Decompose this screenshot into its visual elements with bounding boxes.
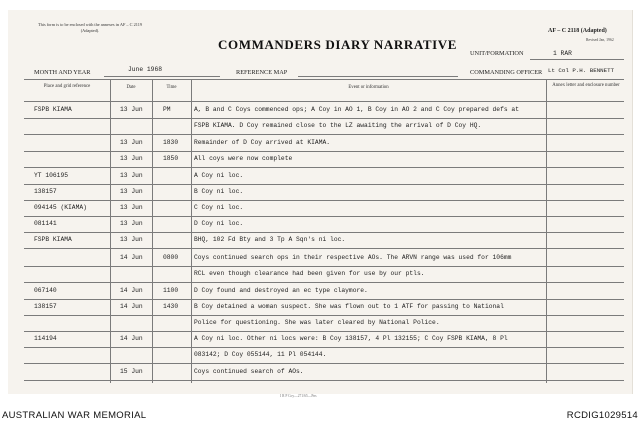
row-8-date: 13 Jun bbox=[120, 220, 143, 227]
row-9-place: FSPB KIAMA bbox=[34, 236, 72, 243]
column-header-annex: Annex letter and enclosure number bbox=[552, 83, 620, 88]
row-1-event: A, B and C Coys commenced ops; A Coy in AO 1, B Coy in AO 2 and C Coy prepared defs at bbox=[194, 106, 519, 113]
row-16-event: 083142; D Coy 055144, 11 Pl 054144. bbox=[194, 351, 327, 358]
row-4-date: 13 Jun bbox=[120, 155, 143, 162]
month-value: June 1968 bbox=[128, 66, 163, 73]
column-header-date: Date bbox=[126, 85, 136, 90]
row-7-event: C Coy ni loc. bbox=[194, 204, 244, 211]
row-7-place: 094145 (KIAMA) bbox=[34, 204, 87, 211]
row-rule bbox=[24, 299, 624, 300]
row-15-event: A Coy ni loc. Other ni locs were: B Coy 138157, 4 Pl 132155; C Coy FSPB KIAMA, 8 Pl bbox=[194, 335, 508, 342]
enclosure-note: This form is to be enclosed with the annexes in AF – C 2119 (Adapted). bbox=[37, 22, 143, 33]
table-header-rule bbox=[24, 101, 624, 102]
row-6-place: 138157 bbox=[34, 188, 57, 195]
row-1-place: FSPB KIAMA bbox=[34, 106, 72, 113]
col-divider-time bbox=[191, 79, 192, 383]
unit-label: UNIT/FORMATION bbox=[470, 50, 524, 57]
month-underline bbox=[104, 76, 220, 77]
row-1-date: 13 Jun bbox=[120, 106, 143, 113]
row-11-event: RCL even though clearance had been given for use by our ptls. bbox=[194, 270, 425, 277]
form-number: AF – C 2118 (Adapted) bbox=[548, 28, 607, 34]
row-12-date: 14 Jun bbox=[120, 287, 143, 294]
row-rule bbox=[24, 331, 624, 332]
diary-sheet bbox=[8, 10, 633, 398]
row-5-date: 13 Jun bbox=[120, 172, 143, 179]
column-header-time: Time bbox=[166, 85, 177, 90]
revised-date: Revised Jan, 1962 bbox=[586, 38, 614, 42]
col-divider-date bbox=[152, 79, 153, 383]
row-4-event: All coys were now complete bbox=[194, 155, 293, 162]
row-5-place: YT 106195 bbox=[34, 172, 69, 179]
row-10-event: Coys continued search ops in their respective AOs. The ARVN range was used for 106mm bbox=[194, 254, 512, 261]
reference-map-label: REFERENCE MAP bbox=[236, 69, 288, 76]
archive-credit: AUSTRALIAN WAR MEMORIAL bbox=[2, 410, 147, 421]
row-6-date: 13 Jun bbox=[120, 188, 143, 195]
row-rule bbox=[24, 118, 624, 119]
row-9-date: 13 Jun bbox=[120, 236, 143, 243]
row-17-date: 15 Jun bbox=[120, 368, 143, 375]
row-15-date: 14 Jun bbox=[120, 335, 143, 342]
unit-value: 1 RAR bbox=[553, 50, 572, 57]
row-rule bbox=[24, 347, 624, 348]
row-rule bbox=[24, 167, 624, 168]
row-rule bbox=[24, 134, 624, 135]
table-top-rule bbox=[24, 79, 624, 80]
row-rule bbox=[24, 266, 624, 267]
row-8-event: D Coy ni loc. bbox=[194, 220, 244, 227]
row-4-time: 1850 bbox=[163, 155, 179, 162]
commanding-officer-label: COMMANDING OFFICER bbox=[470, 69, 543, 76]
row-rule bbox=[24, 315, 624, 316]
row-14-event: Police for questioning. She was later cleared by National Police. bbox=[194, 319, 440, 326]
row-rule bbox=[24, 200, 624, 201]
row-3-date: 13 Jun bbox=[120, 139, 143, 146]
map-underline bbox=[298, 76, 458, 77]
column-header-place: Place and grid reference bbox=[43, 84, 91, 89]
unit-underline bbox=[530, 59, 624, 60]
col-divider-event bbox=[546, 79, 547, 383]
row-12-time: 1100 bbox=[163, 287, 179, 294]
row-13-date: 14 Jun bbox=[120, 303, 143, 310]
row-rule bbox=[24, 248, 624, 249]
row-12-event: D Coy found and destroyed an ec type claymore. bbox=[194, 287, 368, 294]
row-6-event: B Coy ni loc. bbox=[194, 188, 244, 195]
col-divider-place bbox=[110, 79, 111, 383]
column-header-event: Event or information bbox=[348, 85, 389, 90]
row-12-place: 067140 bbox=[34, 287, 57, 294]
row-10-time: 0800 bbox=[163, 254, 179, 261]
row-3-time: 1830 bbox=[163, 139, 179, 146]
row-8-place: 081141 bbox=[34, 220, 57, 227]
row-rule bbox=[24, 380, 624, 381]
commanding-officer-value: Lt Col P.H. BENNETT bbox=[548, 67, 615, 74]
row-7-date: 13 Jun bbox=[120, 204, 143, 211]
row-9-event: BHQ, 102 Fd Bty and 3 Tp A Sqn's ni loc. bbox=[194, 236, 346, 243]
row-1-time: PM bbox=[163, 106, 171, 113]
row-17-event: Coys continued search of AOs. bbox=[194, 368, 304, 375]
row-2-event: FSPB KIAMA. D Coy remained close to the LZ awaiting the arrival of D Coy HQ. bbox=[194, 122, 482, 129]
row-rule bbox=[24, 232, 624, 233]
month-label: MONTH AND YEAR bbox=[34, 69, 91, 76]
row-10-date: 14 Jun bbox=[120, 254, 143, 261]
row-rule bbox=[24, 282, 624, 283]
row-rule bbox=[24, 151, 624, 152]
print-footer: I R P Coy—271/65—Pns bbox=[280, 394, 317, 398]
row-3-event: Remainder of D Coy arrived at KIAMA. bbox=[194, 139, 331, 146]
row-13-time: 1430 bbox=[163, 303, 179, 310]
row-13-place: 138157 bbox=[34, 303, 57, 310]
row-rule bbox=[24, 363, 624, 364]
page-title: COMMANDERS DIARY NARRATIVE bbox=[218, 37, 458, 52]
row-15-place: 114194 bbox=[34, 335, 57, 342]
record-id: RCDIG1029514 bbox=[566, 410, 638, 421]
row-13-event: B Coy detained a woman suspect. She was flown out to 1 ATF for passing to National bbox=[194, 303, 504, 310]
row-rule bbox=[24, 216, 624, 217]
row-rule bbox=[24, 184, 624, 185]
row-5-event: A Coy ni loc. bbox=[194, 172, 244, 179]
